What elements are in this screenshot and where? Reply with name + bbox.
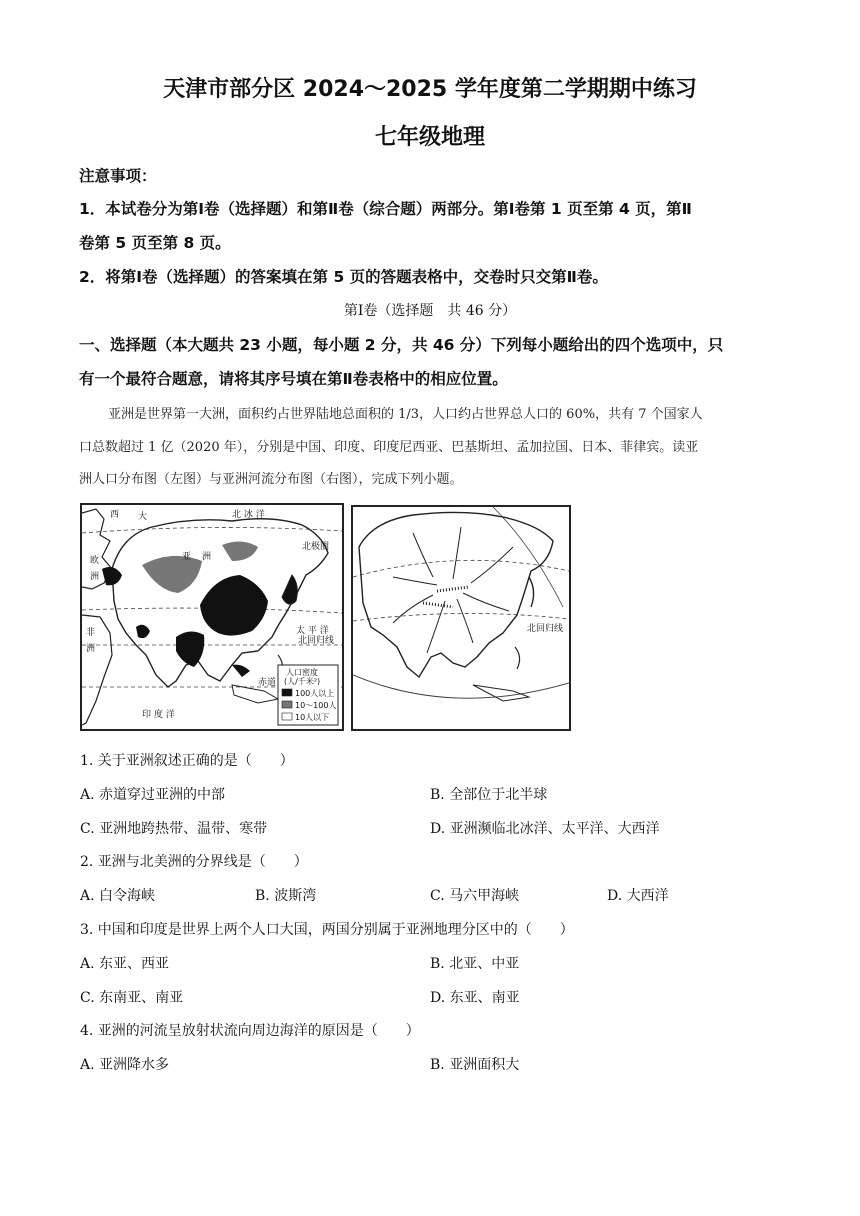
label-continent-africa: 洲 xyxy=(86,644,96,654)
question-3-stem: 3. 中国和印度是世界上两个人口大国，两国分别属于亚洲地理分区中的（ ） xyxy=(80,922,574,938)
question-2-option-c[interactable]: C. 马六甲海峡 xyxy=(430,888,520,904)
label-big: 大 xyxy=(138,512,148,522)
right-label-tropic: 北回归线 xyxy=(527,624,564,634)
question-4-option-b[interactable]: B. 亚洲面积大 xyxy=(430,1057,520,1073)
label-indian-ocean: 印 度 洋 xyxy=(142,710,175,720)
label-europe: 欧 xyxy=(90,556,100,566)
page-subtitle: 七年级地理 xyxy=(374,125,485,150)
label-pacific-ocean: 太 平 洋 xyxy=(296,626,329,636)
question-1-option-c[interactable]: C. 亚洲地跨热带、温带、寒带 xyxy=(80,821,268,837)
asia-river-map xyxy=(351,505,571,731)
legend-item-mid: 10～100人 xyxy=(295,701,337,710)
question-3-option-c[interactable]: C. 东南亚、南亚 xyxy=(80,990,184,1006)
label-africa: 非 xyxy=(86,628,96,638)
question-3-option-b[interactable]: B. 北亚、中亚 xyxy=(430,956,520,972)
passage-line-3: 洲人口分布图（左图）与亚洲河流分布图（右图），完成下列小题。 xyxy=(79,472,463,487)
legend-swatch-high xyxy=(282,689,292,696)
label-tropic: 北回归线 xyxy=(298,636,335,646)
legend-unit: (人/千米²) xyxy=(284,677,321,686)
question-4-stem: 4. 亚洲的河流呈放射状流向周边海洋的原因是（ ） xyxy=(80,1023,420,1039)
legend-item-low: 10人以下 xyxy=(295,713,330,722)
question-2-stem: 2. 亚洲与北美洲的分界线是（ ） xyxy=(80,854,308,870)
page-title: 天津市部分区 2024～2025 学年度第二学期期中练习 xyxy=(163,77,697,102)
question-2-option-d[interactable]: D. 大西洋 xyxy=(607,888,669,904)
notes-item-1-line-1: 1．本试卷分为第Ⅰ卷（选择题）和第Ⅱ卷（综合题）两部分。第Ⅰ卷第 1 页至第 4 页，第Ⅱ xyxy=(79,200,692,218)
legend-title: 人口密度 xyxy=(286,668,318,677)
question-1-option-a[interactable]: A. 赤道穿过亚洲的中部 xyxy=(80,787,226,803)
section-instruction-line-2: 有一个最符合题意，请将其序号填在第Ⅱ卷表格中的相应位置。 xyxy=(79,370,508,388)
passage-line-1: 亚洲是世界第一大洲，面积约占世界陆地总面积的 1/3，人口约占世界总人口的 60%，共有 7 个国家人 xyxy=(108,407,703,422)
label-west: 西 xyxy=(110,510,120,520)
question-1-option-b[interactable]: B. 全部位于北半球 xyxy=(430,787,548,803)
question-2-option-b[interactable]: B. 波斯湾 xyxy=(255,888,317,904)
question-3-option-d[interactable]: D. 东亚、南亚 xyxy=(430,990,520,1006)
label-asia: 亚 xyxy=(182,552,192,562)
notes-item-1-line-2: 卷第 5 页至第 8 页。 xyxy=(79,234,231,252)
question-2-option-a[interactable]: A. 白令海峡 xyxy=(80,888,156,904)
question-4-option-a[interactable]: A. 亚洲降水多 xyxy=(80,1057,170,1073)
label-continent-europe: 洲 xyxy=(90,572,100,582)
passage-line-2: 口总数超过 1 亿（2020 年），分别是中国、印度、印度尼西亚、巴基斯坦、孟加拉国、日本、菲律宾。读亚 xyxy=(79,440,699,455)
legend-swatch-mid xyxy=(282,701,292,708)
asia-population-map xyxy=(80,503,344,731)
legend-item-high: 100人以上 xyxy=(295,689,335,698)
notes-item-2: 2．将第Ⅰ卷（选择题）的答案填在第 5 页的答题表格中，交卷时只交第Ⅱ卷。 xyxy=(79,268,608,286)
map-legend xyxy=(278,665,338,725)
question-1-option-d[interactable]: D. 亚洲濒临北冰洋、太平洋、大西洋 xyxy=(430,821,660,837)
label-arctic-ocean: 北 冰 洋 xyxy=(232,510,265,520)
question-3-option-a[interactable]: A. 东亚、西亚 xyxy=(80,956,170,972)
question-1-stem: 1. 关于亚洲叙述正确的是（ ） xyxy=(80,753,294,769)
section-instruction-line-1: 一、选择题（本大题共 23 小题，每小题 2 分，共 46 分）下列每小题给出的四个选项中，只 xyxy=(79,336,724,354)
label-arctic-circle: 北极圈 xyxy=(302,542,330,552)
legend-swatch-low xyxy=(282,713,292,720)
label-continent-asia: 洲 xyxy=(202,552,212,562)
label-equator: 赤道 xyxy=(258,678,277,688)
section-heading: 第Ⅰ卷（选择题 共 46 分） xyxy=(343,303,517,319)
notes-heading: 注意事项： xyxy=(79,167,157,185)
